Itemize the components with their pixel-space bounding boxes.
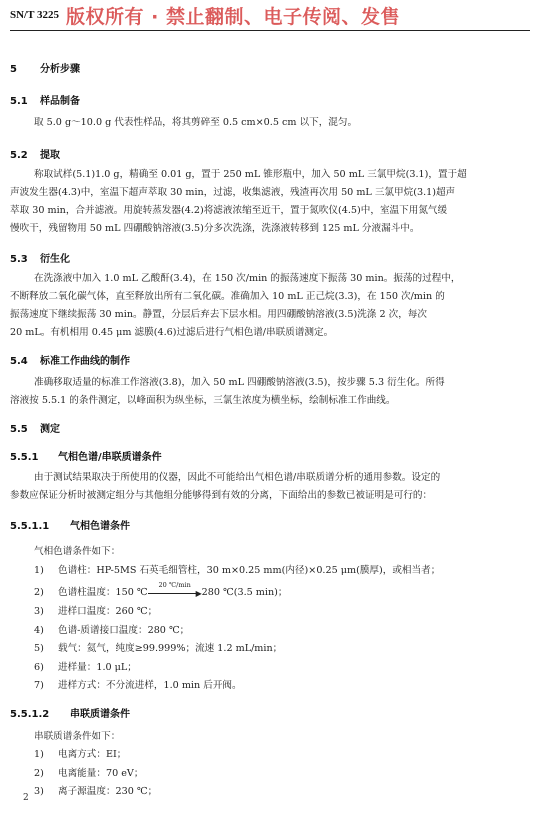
page-number: 2 [23, 793, 29, 803]
section-5-5-1-2-heading: 5.5.1.2 串联质谱条件 [10, 709, 130, 720]
header-rule [10, 30, 530, 31]
section-5-4-heading: 5.4 标准工作曲线的制作 [10, 356, 130, 367]
gc-intro: 气相色谱条件如下： [34, 546, 121, 557]
ms-item-2: 2) 电离能量：70 eV； [34, 768, 144, 779]
section-5-1-body: 取 5.0 g～10.0 g 代表性样品，将其剪碎至 0.5 cm×0.5 cm 以下，混匀。 [34, 117, 358, 128]
section-5-heading: 5 分析步骤 [10, 64, 80, 75]
standard-code: SN/T 3225 [10, 9, 60, 21]
section-5-3-body: 在洗涤液中加入 1.0 mL 乙酸酐(3.4)，在 150 次/min 的振荡速度下振荡 30 min。振荡的过程中， 不断释放二氧化碳气体，直至释放出所有二氧化碳。准确加入 10 mL 正己烷(3.3)，在 150 次/min 的 振荡速度下继续振荡 30 min。静置，分层后弃去下层水相。用四硼酸钠溶液(3.5)洗涤 2 次，每次 20 mL。有机相用 0.45 μm 滤膜(4.6)过滤后进行气相色谱/串联质谱测定。 [10, 273, 461, 338]
section-5-5-1-heading: 5.5.1 气相色谱/串联质谱条件 [10, 452, 162, 463]
gc-item-3: 3) 进样口温度：260 ℃； [34, 606, 158, 617]
gc-item-5: 5) 载气：氦气，纯度≥99.999%；流速 1.2 mL/min； [34, 643, 283, 654]
arrow-head-icon: ▶ [195, 588, 202, 598]
gc-item-1: 1) 色谱柱：HP-5MS 石英毛细管柱，30 m×0.25 mm(内径)×0.25 μm(膜厚)，或相当者； [34, 565, 441, 576]
gc-item-6: 6) 进样量：1.0 μL； [34, 662, 137, 673]
ms-intro: 串联质谱条件如下： [34, 731, 121, 742]
gc-item-4: 4) 色谱-质谱接口温度：280 ℃； [34, 625, 190, 636]
section-5-2-body: 称取试样(5.1)1.0 g，精确至 0.01 g，置于 250 mL 锥形瓶中，加入 50 mL 三氯甲烷(3.1)，置于超 声波发生器(4.3)中，室温下超声萃取 30 min，过滤，收集滤液，残渣再次用 50 mL 三氯甲烷(3.1)超声 萃取 30 min，合并滤液。用旋转蒸发器(4.2)将滤液浓缩至近干，置于氮吹仪(4.5)中，室温下用氮气缓 慢吹干，残留物用 50 mL 四硼酸钠溶液(3.5)分多次洗涤，洗涤液转移到 125 mL 分液漏斗中。 [10, 169, 467, 234]
section-5-5-heading: 5.5 测定 [10, 424, 60, 435]
section-5-2-heading: 5.2 提取 [10, 150, 60, 161]
section-5-5-1-1-heading: 5.5.1.1 气相色谱条件 [10, 521, 130, 532]
copyright-watermark: 版权所有 · 禁止翻制、电子传阅、发售 [66, 6, 400, 28]
gc-item-2: 2) 色谱柱温度：150 ℃ 20 ℃/min ▶ 280 ℃(3.5 min)； [34, 580, 288, 598]
section-5-5-1-body: 由于测试结果取决于所使用的仪器，因此不可能给出气相色谱/串联质谱分析的通用参数。设定的 参数应保证分析时被测定组分与其他组分能够得到有效的分离，下面给出的参数已被证明是可行的： [10, 472, 441, 501]
section-5-1-heading: 5.1 样品制备 [10, 96, 80, 107]
ms-item-3: 3) 离子源温度：230 ℃； [34, 786, 158, 797]
section-5-4-body: 准确移取适量的标准工作溶液(3.8)，加入 50 mL 四硼酸钠溶液(3.5)，按步骤 5.3 衍生化。所得 溶液按 5.5.1 的条件测定，以峰面积为纵坐标，三氯生浓度为横坐标，绘制标准工作曲线。 [10, 377, 445, 406]
ms-item-1: 1) 电离方式：EI； [34, 749, 127, 760]
section-5-3-heading: 5.3 衍生化 [10, 254, 70, 265]
gc-item-7: 7) 进样方式：不分流进样，1.0 min 后开阀。 [34, 680, 242, 691]
